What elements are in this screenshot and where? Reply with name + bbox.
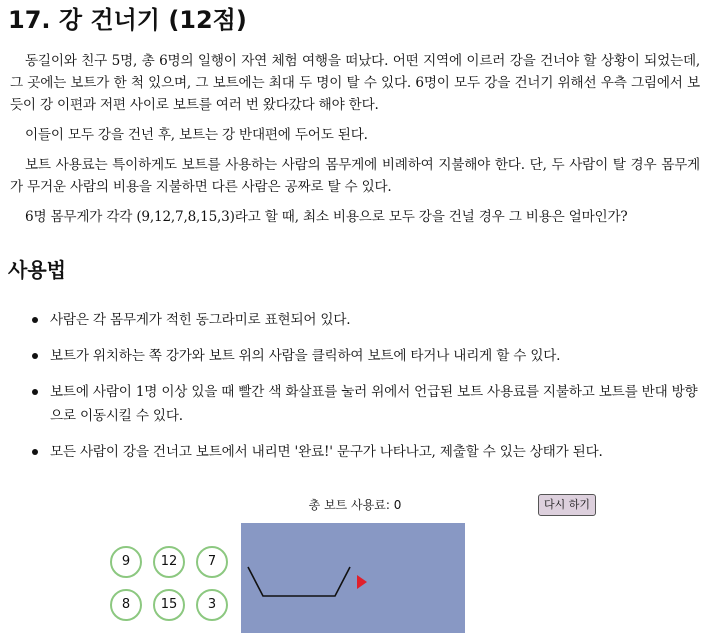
problem-description [10,50,700,236]
usage-item: 사람은 각 몸무게가 적힌 동그라미로 표현되어 있다. [32,308,702,332]
description-paragraph: 동길이와 친구 5명, 총 6명의 일행이 자연 체험 여행을 떠났다. 어떤 지역에 이르러 강을 건너야 할 상황이 되었는데, 그 곳에는 보트가 한 척 있으며, 그 보트에는 최대 두 명이 탈 수 있다. 6명이 모두 강을 건너기 위해선 우측 그림에서 보듯이 강 이편과 저편 사이로 보트를 여러 번 왔다갔다 해야 한다. [10,53,700,113]
description-paragraph: 6명 몸무게가 각각 (9,12,7,8,15,3)라고 할 때, 최소 비용으로 모두 강을 건널 경우 그 비용은 얼마인가? [25,209,628,225]
usage-list [32,308,702,476]
person-circle[interactable]: 8 [110,589,142,621]
usage-heading: 사용법 [8,258,66,282]
description-paragraph: 이들이 모두 강을 건넌 후, 보트는 강 반대편에 두어도 된다. [25,127,368,143]
total-cost-label: 총 보트 사용료: 0 [308,498,402,512]
usage-item: 보트에 사람이 1명 이상 있을 때 빨간 색 화살표를 눌러 위에서 언급된 보트 사용료를 지불하고 보트를 반대 방향으로 이동시킬 수 있다. [32,380,702,428]
person-circle[interactable]: 15 [153,589,185,621]
river-area[interactable] [241,523,465,633]
person-circle[interactable]: 7 [196,546,228,578]
person-circle[interactable]: 12 [153,546,185,578]
person-circle[interactable]: 9 [110,546,142,578]
page-title: 17. 강 건너기 (12점) [8,6,247,34]
reset-button[interactable]: 다시 하기 [538,494,596,516]
usage-item: 보트가 위치하는 쪽 강가와 보트 위의 사람을 클릭하여 보트에 타거나 내리게 할 수 있다. [32,344,702,368]
description-paragraph: 보트 사용료는 특이하게도 보트를 사용하는 사람의 몸무게에 비례하여 지불해야 한다. 단, 두 사람이 탈 경우 몸무게가 무거운 사람의 비용을 지불하면 다른 사람은 공짜로 탈 수 있다. [10,157,700,195]
river-water [241,523,465,633]
person-circle[interactable]: 3 [196,589,228,621]
usage-item: 모든 사람이 강을 건너고 보트에서 내리면 '완료!' 문구가 나타나고, 제출할 수 있는 상태가 된다. [32,440,702,464]
